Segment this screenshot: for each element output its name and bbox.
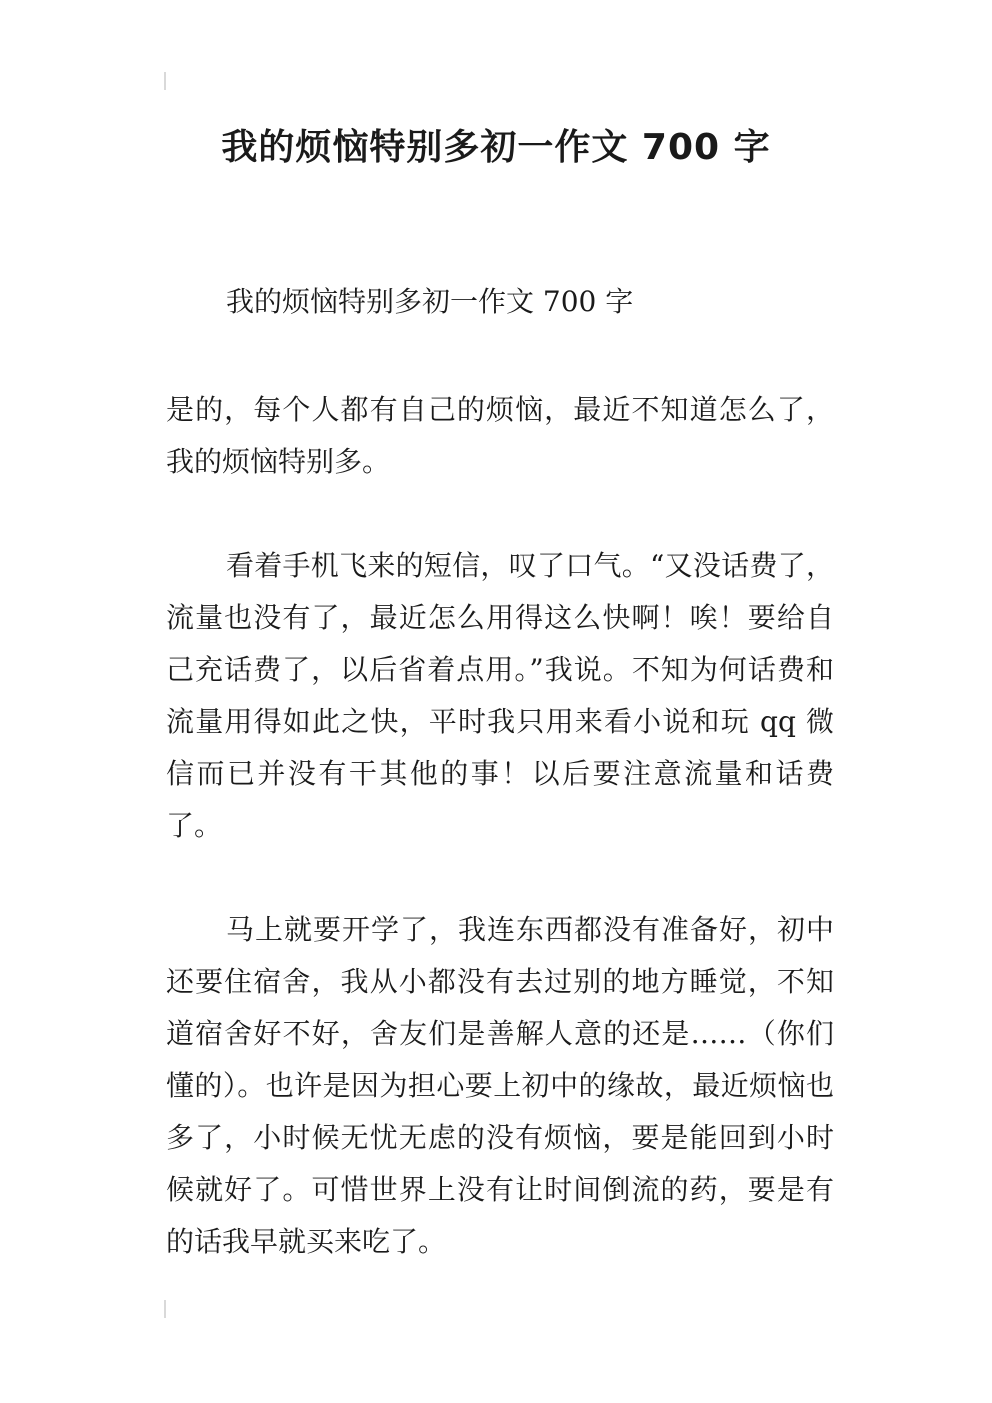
document-body — [166, 384, 834, 1320]
page-margin-mark-top — [164, 72, 166, 90]
document-subtitle: 我的烦恼特别多初一作文 700 字 — [226, 285, 634, 318]
document-title: 我的烦恼特别多初一作文 700 字 — [221, 127, 771, 168]
paragraph-2: 看着手机飞来的短信，叹了口气。“又没话费了，流量也没有了，最近怎么用得这么快啊！唉！要给自己充话费了，以后省着点用。”我说。不知为何话费和流量用得如此之快，平时我只用来看小说和玩 qq 微信而已并没有干其他的事！以后要注意流量和话费了。 — [166, 549, 834, 842]
paragraph-1: 是的，每个人都有自己的烦恼，最近不知道怎么了，我的烦恼特别多。 — [166, 393, 834, 478]
paragraph-3: 马上就要开学了，我连东西都没有准备好，初中还要住宿舍，我从小都没有去过别的地方睡觉，不知道宿舍好不好，舍友们是善解人意的还是……（你们懂的）。也许是因为担心要上初中的缘故，最近烦恼也多了，小时候无忧无虑的没有烦恼，要是能回到小时候就好了。可惜世界上没有让时间倒流的药，要是有的话我早就买来吃了。 — [166, 913, 834, 1258]
page-margin-mark-bottom — [164, 1300, 166, 1318]
